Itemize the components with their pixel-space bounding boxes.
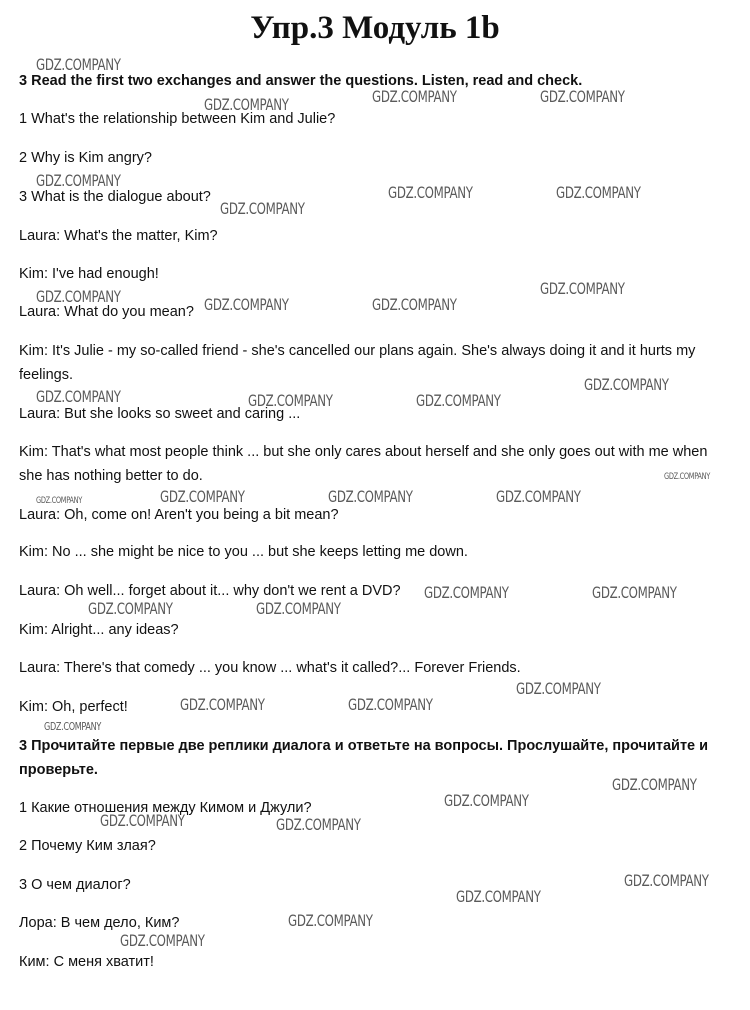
watermark: GDZ.COMPANY [540, 279, 625, 298]
dialogue-line-10: Kim: Alright... any ideas? [19, 622, 179, 638]
watermark: GDZ.COMPANY [612, 775, 697, 794]
watermark: GDZ.COMPANY [372, 295, 457, 314]
watermark: GDZ.COMPANY [444, 791, 529, 810]
dialogue-line-12: Kim: Oh, perfect! [19, 699, 128, 715]
watermark: GDZ.COMPANY [36, 287, 121, 306]
watermark: GDZ.COMPANY [556, 183, 641, 202]
dialogue-line-8: Kim: No ... she might be nice to you ... but she keeps letting me down. [19, 544, 468, 560]
dialogue-line-11: Laura: There's that comedy ... you know ... what's it called?... Forever Friends. [19, 660, 521, 676]
dialogue-line-2: Kim: I've had enough! [19, 266, 159, 282]
dialogue-line-6: Kim: That's what most people think ... but she only cares about herself and she only goes out with me when she has nothing better to do. [19, 444, 708, 484]
dialogue-line-ru-1: Лора: В чем дело, Ким? [19, 915, 180, 931]
watermark: GDZ.COMPANY [100, 811, 185, 830]
watermark: GDZ.COMPANY [256, 599, 341, 618]
watermark: GDZ.COMPANY [204, 95, 289, 114]
watermark: GDZ.COMPANY [120, 931, 205, 950]
watermark: GDZ.COMPANY [328, 487, 413, 506]
watermark: GDZ.COMPANY [248, 391, 333, 410]
watermark: GDZ.COMPANY [416, 391, 501, 410]
watermark: GDZ.COMPANY [424, 583, 509, 602]
watermark: GDZ.COMPANY [36, 496, 82, 506]
watermark: GDZ.COMPANY [276, 815, 361, 834]
watermark: GDZ.COMPANY [36, 171, 121, 190]
task-instruction-ru: 3 Прочитайте первые две реплики диалога и ответьте на вопросы. Прослушайте, прочитайте и проверьте. [19, 738, 709, 778]
dialogue-line-7: Laura: Oh, come on! Aren't you being a bit mean? [19, 507, 339, 523]
watermark: GDZ.COMPANY [540, 87, 625, 106]
dialogue-line-3: Laura: What do you mean? [19, 304, 194, 320]
watermark: GDZ.COMPANY [624, 871, 709, 890]
question-2-ru: 2 Почему Ким злая? [19, 838, 156, 854]
page-title: Упр.3 Модуль 1b [250, 10, 500, 46]
dialogue-line-9: Laura: Oh well... forget about it... why don't we rent a DVD? [19, 583, 401, 599]
watermark: GDZ.COMPANY [88, 599, 173, 618]
question-2-en: 2 Why is Kim angry? [19, 150, 152, 166]
dialogue-line-1: Laura: What's the matter, Kim? [19, 228, 218, 244]
watermark: GDZ.COMPANY [288, 911, 373, 930]
watermark: GDZ.COMPANY [516, 679, 601, 698]
watermark: GDZ.COMPANY [160, 487, 245, 506]
question-1-ru: 1 Какие отношения между Кимом и Джули? [19, 800, 312, 816]
dialogue-line-ru-2: Ким: С меня хватит! [19, 954, 154, 970]
dialogue-line-5: Laura: But she looks so sweet and caring ... [19, 406, 301, 422]
dialogue-line-4: Kim: It's Julie - my so-called friend - she's cancelled our plans again. She's always doing it and it hurts my feelings. [19, 343, 696, 383]
watermark: GDZ.COMPANY [664, 472, 710, 482]
watermark: GDZ.COMPANY [36, 55, 121, 74]
watermark: GDZ.COMPANY [496, 487, 581, 506]
watermark: GDZ.COMPANY [456, 887, 541, 906]
question-3-en: 3 What is the dialogue about? [19, 189, 211, 205]
watermark: GDZ.COMPANY [220, 199, 305, 218]
question-1-en: 1 What's the relationship between Kim and Julie? [19, 111, 336, 127]
task-instruction-en: 3 Read the first two exchanges and answer the questions. Listen, read and check. [19, 73, 583, 89]
watermark: GDZ.COMPANY [348, 695, 433, 714]
watermark: GDZ.COMPANY [584, 375, 669, 394]
watermark: GDZ.COMPANY [204, 295, 289, 314]
watermark: GDZ.COMPANY [36, 387, 121, 406]
watermark: GDZ.COMPANY [388, 183, 473, 202]
watermark: GDZ.COMPANY [592, 583, 677, 602]
watermark: GDZ.COMPANY [180, 695, 265, 714]
watermark: GDZ.COMPANY [372, 87, 457, 106]
question-3-ru: 3 О чем диалог? [19, 877, 131, 893]
watermark: GDZ.COMPANY [44, 720, 102, 733]
